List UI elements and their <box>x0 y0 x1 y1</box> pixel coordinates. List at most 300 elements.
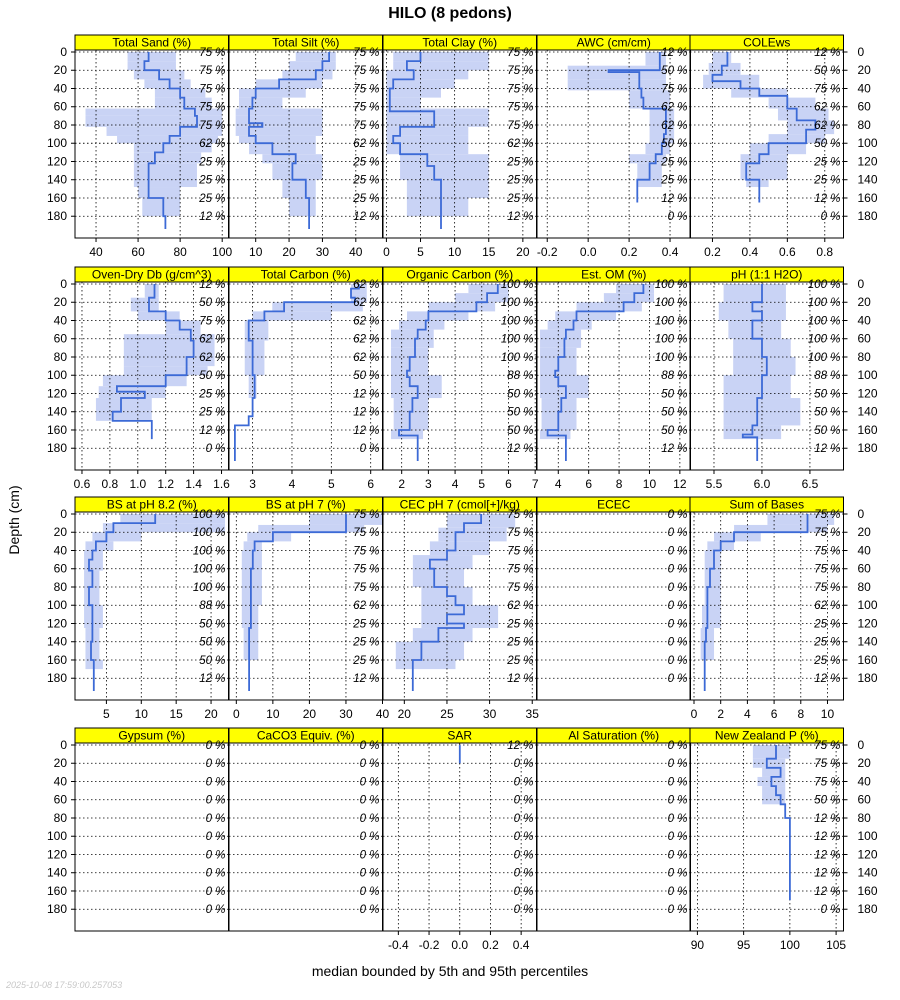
pct-label: 50 % <box>661 406 688 419</box>
x-tick-label: 10 <box>134 707 148 721</box>
band-segment <box>386 143 468 154</box>
band-segment <box>396 642 464 660</box>
band-segment <box>166 320 201 334</box>
panel-4 <box>690 35 844 238</box>
pct-label: 12 % <box>507 740 534 752</box>
pct-label: 75 % <box>814 83 841 96</box>
pct-label: 50 % <box>661 424 688 437</box>
x-tick-label: 30 <box>482 707 497 721</box>
depth-tick-label: 0 <box>857 277 865 291</box>
depth-tick-label: 180 <box>46 671 67 686</box>
band-segment <box>421 605 498 628</box>
panel-0 <box>75 35 229 238</box>
band-segment <box>239 88 306 97</box>
x-tick-label: -0.2 <box>418 938 440 952</box>
pct-label: 25 % <box>199 174 226 187</box>
band-segment <box>438 528 506 542</box>
pct-label: 12 % <box>199 279 226 291</box>
pct-label: 62 % <box>814 600 841 613</box>
band-segment <box>386 109 488 116</box>
panel-title: Sum of Bases <box>729 497 805 512</box>
depth-tick-label: 100 <box>46 829 67 844</box>
pct-label: 0 % <box>667 618 688 631</box>
depth-tick-label: 160 <box>46 190 67 205</box>
band-segment <box>96 398 152 412</box>
pct-label: 50 % <box>814 138 841 151</box>
pct-label: 50 % <box>199 654 226 667</box>
pct-label: 75 % <box>814 740 841 752</box>
x-tick-label: 20 <box>302 707 317 721</box>
pct-label: 75 % <box>507 563 534 576</box>
pct-label: 75 % <box>353 47 380 59</box>
depth-tick-label: 40 <box>857 774 871 789</box>
panel-title: Al Saturation (%) <box>568 728 660 743</box>
band-segment <box>145 284 159 298</box>
x-tick-label: 12 <box>673 477 687 491</box>
pct-label: 75 % <box>507 65 534 78</box>
pct-label: 0 % <box>667 509 688 521</box>
band-segment <box>134 163 197 187</box>
depth-tick-label: 0 <box>857 507 865 521</box>
panel-5 <box>75 267 229 470</box>
depth-tick-label: 120 <box>857 847 878 862</box>
depth-tick-label: 160 <box>857 422 878 437</box>
depth-tick-label: 60 <box>857 792 871 807</box>
depth-tick-label: 0 <box>60 45 67 59</box>
pct-label: 100 % <box>192 509 226 521</box>
depth-tick-label: 40 <box>53 774 67 789</box>
panel-title: ECEC <box>597 497 631 512</box>
pct-label: 12 % <box>353 406 380 419</box>
pct-label: 12 % <box>199 211 226 224</box>
panel-title: SAR <box>447 728 473 743</box>
pct-label: 0 % <box>667 740 688 752</box>
panel-title: pH (1:1 H2O) <box>731 267 803 282</box>
x-tick-label: 60 <box>131 245 145 259</box>
depth-tick-label: 120 <box>857 616 878 631</box>
panel-19 <box>690 728 844 931</box>
chart-title: HILO (8 pedons) <box>388 5 512 22</box>
pct-label: 0 % <box>667 831 688 844</box>
x-tick-label: 8 <box>797 707 805 721</box>
depth-tick-label: 160 <box>46 652 67 667</box>
pct-label: 25 % <box>814 636 841 649</box>
panel-title: Total Sand (%) <box>112 35 192 50</box>
percentile-band <box>753 745 790 804</box>
pct-label: 0 % <box>513 904 534 917</box>
depth-tick-label: 140 <box>857 634 878 649</box>
x-tick-label: 0.8 <box>816 245 834 259</box>
depth-tick-label: 140 <box>857 404 878 419</box>
band-segment <box>769 98 816 109</box>
pct-label: 50 % <box>353 370 380 383</box>
band-segment <box>741 154 788 180</box>
pct-label: 50 % <box>814 388 841 401</box>
pct-label: 25 % <box>507 156 534 169</box>
x-axis-label: median bounded by 5th and 95th percentiles <box>311 963 589 979</box>
x-tick-label: 4 <box>288 477 296 491</box>
pct-label: 75 % <box>507 101 534 114</box>
band-segment <box>762 786 785 804</box>
band-segment <box>407 198 468 216</box>
pct-label: 25 % <box>353 636 380 649</box>
x-tick-label: 20 <box>204 707 218 721</box>
panel-9 <box>690 267 844 470</box>
pct-label: 0 % <box>359 831 380 844</box>
depth-tick-label: 40 <box>53 81 67 96</box>
pct-label: 100 % <box>500 279 534 291</box>
depth-tick-label: 60 <box>53 331 67 346</box>
depth-tick-label: 160 <box>46 422 67 437</box>
x-tick-label: 10 <box>249 245 263 259</box>
band-segment <box>413 628 473 642</box>
pct-label: 100 % <box>500 333 534 346</box>
x-tick-label: 8 <box>615 477 623 491</box>
band-segment <box>762 768 785 777</box>
depth-tick-label: 40 <box>857 313 871 328</box>
depth-tick-label: 0 <box>60 277 67 291</box>
pct-label: 50 % <box>507 406 534 419</box>
x-tick-label: 0 <box>383 245 390 259</box>
band-segment <box>282 70 332 79</box>
x-tick-label: 6.5 <box>801 477 819 491</box>
pct-label: 0 % <box>513 812 534 825</box>
pct-label: 0 % <box>667 545 688 558</box>
pct-label: 88 % <box>814 370 841 383</box>
pct-label: 50 % <box>814 65 841 78</box>
band-segment <box>701 628 714 660</box>
pct-label: 0 % <box>205 831 226 844</box>
depth-tick-label: 180 <box>857 671 878 686</box>
pct-label: 62 % <box>661 101 688 114</box>
pct-label: 12 % <box>814 443 841 456</box>
band-segment <box>138 187 180 198</box>
x-tick-label: 10 <box>266 707 280 721</box>
pct-label: 62 % <box>353 333 380 346</box>
depth-tick-label: 40 <box>53 313 67 328</box>
pct-label: 0 % <box>667 581 688 594</box>
pct-label: 100 % <box>807 315 841 328</box>
pct-label: 0 % <box>513 794 534 807</box>
depth-tick-label: 80 <box>857 579 871 594</box>
depth-tick-label: 60 <box>857 331 871 346</box>
pct-label: 100 % <box>654 297 688 310</box>
band-segment <box>242 550 262 605</box>
pct-label: 75 % <box>199 101 226 114</box>
depth-tick-label: 120 <box>46 386 67 401</box>
depth-tick-label: 40 <box>53 543 67 558</box>
pct-label: 12 % <box>814 867 841 880</box>
band-segment <box>399 320 444 329</box>
pct-label: 50 % <box>661 138 688 151</box>
x-tick-label: 0.0 <box>579 245 597 259</box>
depth-tick-label: 60 <box>53 792 67 807</box>
depth-tick-label: 80 <box>53 349 67 364</box>
depth-tick-label: 100 <box>46 598 67 613</box>
panel-13 <box>537 497 691 700</box>
pct-label: 75 % <box>199 83 226 96</box>
band-segment <box>548 320 592 329</box>
depth-tick-label: 140 <box>46 404 67 419</box>
pct-label: 12 % <box>661 443 688 456</box>
pct-label: 100 % <box>807 297 841 310</box>
depth-tick-label: 120 <box>46 154 67 169</box>
x-tick-label: 0.4 <box>741 245 759 259</box>
panel-8 <box>537 267 691 470</box>
panel-title: BS at pH 8.2 (%) <box>106 497 197 512</box>
band-segment <box>249 143 316 154</box>
pct-label: 25 % <box>661 174 688 187</box>
panel-title: Gypsum (%) <box>118 728 186 743</box>
pct-label: 50 % <box>199 636 226 649</box>
pct-label: 62 % <box>199 351 226 364</box>
x-tick-label: 4 <box>744 707 751 721</box>
pct-label: 0 % <box>205 758 226 771</box>
pct-label: 75 % <box>814 776 841 789</box>
panel-title: Total Silt (%) <box>272 35 340 50</box>
pct-label: 25 % <box>814 618 841 631</box>
pct-label: 12 % <box>814 673 841 686</box>
x-tick-label: 0.2 <box>482 938 499 952</box>
pct-label: 0 % <box>359 443 380 456</box>
pct-label: 75 % <box>353 83 380 96</box>
panel-7 <box>383 267 537 470</box>
pct-label: 25 % <box>814 654 841 667</box>
pct-label: 100 % <box>807 279 841 291</box>
depth-tick-label: 100 <box>857 598 878 613</box>
band-segment <box>396 660 456 669</box>
panel-title: Organic Carbon (%) <box>406 267 514 282</box>
pct-label: 75 % <box>199 315 226 328</box>
pct-label: 12 % <box>661 192 688 205</box>
pct-label: 0 % <box>205 904 226 917</box>
x-tick-label: 5 <box>417 245 424 259</box>
pct-label: 75 % <box>199 65 226 78</box>
pct-label: 62 % <box>661 119 688 132</box>
band-segment <box>386 88 441 97</box>
depth-tick-label: 0 <box>60 738 67 752</box>
pct-label: 12 % <box>814 47 841 59</box>
pct-label: 75 % <box>507 545 534 558</box>
pct-label: 12 % <box>814 192 841 205</box>
depth-tick-label: 20 <box>53 295 67 310</box>
pct-label: 12 % <box>507 443 534 456</box>
pct-label: 12 % <box>814 885 841 898</box>
x-tick-label: 10 <box>447 245 462 259</box>
pct-label: 100 % <box>654 279 688 291</box>
x-tick-label: 40 <box>375 707 390 721</box>
pct-label: 100 % <box>192 545 226 558</box>
depth-tick-label: 180 <box>857 441 878 456</box>
pct-label: 0 % <box>359 812 380 825</box>
pct-label: 0 % <box>513 867 534 880</box>
depth-tick-label: 20 <box>53 756 67 771</box>
pct-label: 75 % <box>353 545 380 558</box>
depth-tick-label: 20 <box>857 63 871 78</box>
pct-label: 88 % <box>199 600 226 613</box>
depth-tick-label: 80 <box>857 117 871 132</box>
x-tick-label: 0.2 <box>704 245 721 259</box>
panel-18 <box>537 728 691 931</box>
depth-tick-label: 60 <box>857 99 871 114</box>
depth-tick-label: 140 <box>46 634 67 649</box>
pct-label: 88 % <box>661 370 688 383</box>
pct-label: 12 % <box>814 831 841 844</box>
pct-label: 75 % <box>199 47 226 59</box>
band-segment <box>239 136 316 143</box>
pct-label: 62 % <box>814 101 841 114</box>
x-tick-label: 0.6 <box>73 477 91 491</box>
pct-label: 0 % <box>513 758 534 771</box>
x-tick-label: 0.4 <box>661 245 679 259</box>
band-segment <box>386 136 468 143</box>
band-segment <box>245 341 265 376</box>
band-segment <box>128 61 176 70</box>
pct-label: 62 % <box>353 297 380 310</box>
x-tick-label: 0 <box>690 707 698 721</box>
pct-label: 0 % <box>205 867 226 880</box>
pct-label: 75 % <box>353 119 380 132</box>
panel-title: Total Clay (%) <box>422 35 498 50</box>
pct-label: 25 % <box>814 156 841 169</box>
pct-label: 50 % <box>199 370 226 383</box>
pct-label: 75 % <box>814 581 841 594</box>
panel-title: COLEws <box>743 35 791 50</box>
pct-label: 100 % <box>654 315 688 328</box>
pct-label: 0 % <box>205 812 226 825</box>
band-segment <box>750 143 806 154</box>
depth-tick-label: 160 <box>857 190 878 205</box>
percentile-band <box>719 284 801 439</box>
x-tick-label: 6 <box>585 477 593 491</box>
panel-title: New Zealand P (%) <box>714 728 819 743</box>
depth-tick-label: 140 <box>46 865 67 880</box>
band-segment <box>386 70 468 79</box>
x-tick-label: 5 <box>478 477 486 491</box>
panel-title: AWC (cm/cm) <box>576 35 651 50</box>
depth-tick-label: 120 <box>857 386 878 401</box>
pct-label: 0 % <box>820 904 841 917</box>
x-tick-label: 20 <box>516 245 530 259</box>
panel-6 <box>229 267 383 470</box>
pct-label: 25 % <box>199 388 226 401</box>
pct-label: 75 % <box>353 581 380 594</box>
x-tick-label: 0.6 <box>778 245 796 259</box>
percentile-band <box>386 52 488 216</box>
panel-2 <box>383 35 537 238</box>
x-tick-label: 3 <box>425 477 432 491</box>
band-segment <box>92 532 141 541</box>
band-segment <box>428 302 495 311</box>
x-tick-label: 5 <box>327 477 335 491</box>
pct-label: 62 % <box>353 351 380 364</box>
pct-label: 0 % <box>513 849 534 862</box>
x-tick-label: 15 <box>482 245 496 259</box>
band-segment <box>289 61 336 70</box>
pct-label: 0 % <box>667 654 688 667</box>
band-segment <box>247 532 291 541</box>
depth-tick-label: 140 <box>46 172 67 187</box>
pct-label: 50 % <box>814 424 841 437</box>
x-tick-label: 4 <box>554 477 562 491</box>
percentile-band <box>540 284 654 439</box>
pct-label: 12 % <box>199 673 226 686</box>
pct-label: 50 % <box>507 424 534 437</box>
x-tick-label: 40 <box>349 245 363 259</box>
x-tick-label: 35 <box>525 707 539 721</box>
depth-tick-label: 120 <box>46 847 67 862</box>
pct-label: 0 % <box>667 600 688 613</box>
pct-label: 50 % <box>814 406 841 419</box>
pct-label: 0 % <box>667 776 688 789</box>
pct-label: 62 % <box>353 279 380 291</box>
pct-label: 0 % <box>359 849 380 862</box>
depth-tick-label: 40 <box>857 81 871 96</box>
band-segment <box>577 302 642 311</box>
pct-label: 25 % <box>353 654 380 667</box>
band-segment <box>702 605 721 628</box>
band-segment <box>753 759 785 768</box>
band-segment <box>84 605 103 628</box>
depth-tick-label: 180 <box>46 902 67 917</box>
band-segment <box>724 375 791 398</box>
band-segment <box>555 311 616 320</box>
depth-tick-label: 20 <box>857 295 871 310</box>
depth-tick-label: 40 <box>857 543 871 558</box>
depth-tick-label: 180 <box>46 441 67 456</box>
pct-label: 62 % <box>814 119 841 132</box>
pct-label: 62 % <box>353 138 380 151</box>
pct-label: 0 % <box>667 885 688 898</box>
depth-tick-label: 160 <box>857 652 878 667</box>
panel-12 <box>383 497 537 700</box>
pct-label: 0 % <box>820 211 841 224</box>
x-tick-label: 1.6 <box>213 477 230 491</box>
band-segment <box>407 180 489 198</box>
pct-label: 100 % <box>192 563 226 576</box>
x-tick-label: 4 <box>451 477 459 491</box>
band-segment <box>413 555 473 569</box>
band-segment <box>407 311 468 320</box>
x-tick-label: 5.5 <box>705 477 723 491</box>
depth-tick-label: 160 <box>46 883 67 898</box>
depth-tick-label: 100 <box>857 136 878 151</box>
pct-label: 0 % <box>359 740 380 752</box>
x-tick-label: 2 <box>398 477 406 491</box>
x-tick-label: -0.4 <box>388 938 409 952</box>
pct-label: 50 % <box>661 65 688 78</box>
band-segment <box>393 52 489 61</box>
band-segment <box>712 52 731 63</box>
x-tick-label: 2 <box>717 707 725 721</box>
band-segment <box>386 127 468 136</box>
band-segment <box>282 180 315 198</box>
pct-label: 0 % <box>513 776 534 789</box>
pct-label: 0 % <box>667 794 688 807</box>
pct-label: 88 % <box>507 370 534 383</box>
median-line <box>249 514 346 691</box>
panel-title: CaCO3 Equiv. (%) <box>256 728 355 743</box>
band-segment <box>616 284 654 293</box>
depth-tick-label: 0 <box>857 45 865 59</box>
depth-tick-label: 160 <box>857 883 878 898</box>
x-tick-label: 100 <box>212 245 233 259</box>
x-tick-label: 1.4 <box>185 477 202 491</box>
pct-label: 0 % <box>359 867 380 880</box>
pct-label: 75 % <box>814 527 841 540</box>
pct-label: 75 % <box>814 509 841 521</box>
pct-label: 100 % <box>500 297 534 310</box>
